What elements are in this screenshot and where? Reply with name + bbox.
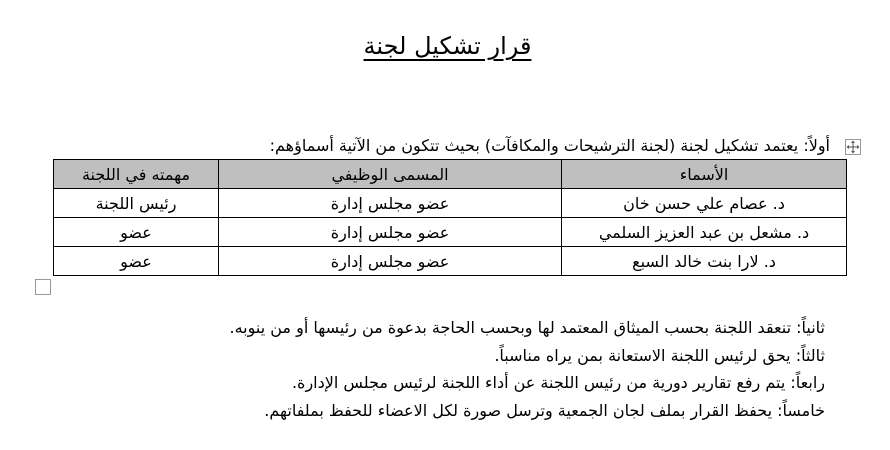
member-role: عضو: [54, 218, 219, 247]
member-role: رئيس اللجنة: [54, 189, 219, 218]
clause-third: ثالثاً: يحق لرئيس اللجنة الاستعانة بمن يراه مناسباً.: [494, 345, 825, 365]
table-header-row: [54, 160, 847, 189]
table-row: [54, 247, 847, 276]
clause-fifth: خامساً: يحفظ القرار بملف لجان الجمعية وترسل صورة لكل الاعضاء للحفظ بملفاتهم.: [264, 400, 825, 420]
member-job-title: عضو مجلس إدارة: [219, 189, 562, 218]
member-role: عضو: [54, 247, 219, 276]
member-name: د. لارا بنت خالد السبع: [562, 247, 847, 276]
committee-table: [53, 159, 847, 276]
table-row: [54, 189, 847, 218]
table-resize-handle[interactable]: [35, 279, 51, 295]
table-move-handle[interactable]: [845, 139, 861, 155]
member-name: د. عصام علي حسن خان: [562, 189, 847, 218]
header-job-title: المسمى الوظيفي: [219, 160, 562, 189]
header-names: الأسماء: [562, 160, 847, 189]
member-job-title: عضو مجلس إدارة: [219, 247, 562, 276]
move-arrows-icon: [846, 140, 860, 154]
table-row: [54, 218, 847, 247]
member-job-title: عضو مجلس إدارة: [219, 218, 562, 247]
clause-second: ثانياً: تنعقد اللجنة بحسب الميثاق المعتمد لها وبحسب الحاجة بدعوة من رئيسها أو من ينوبه.: [229, 318, 825, 337]
intro-paragraph: أولاً: يعتمد تشكيل لجنة (لجنة الترشيحات والمكافآت) بحيث تتكون من الآتية أسماؤهم:: [269, 136, 830, 155]
header-committee-role: مهمته في اللجنة: [54, 160, 219, 189]
member-name: د. مشعل بن عبد العزيز السلمي: [562, 218, 847, 247]
document-title: قرار تشكيل لجنة: [363, 32, 532, 60]
decision-clauses: [230, 314, 826, 424]
clause-fourth: رابعاً: يتم رفع تقارير دورية من رئيس اللجنة عن أداء اللجنة لرئيس مجلس الإدارة.: [291, 373, 825, 392]
